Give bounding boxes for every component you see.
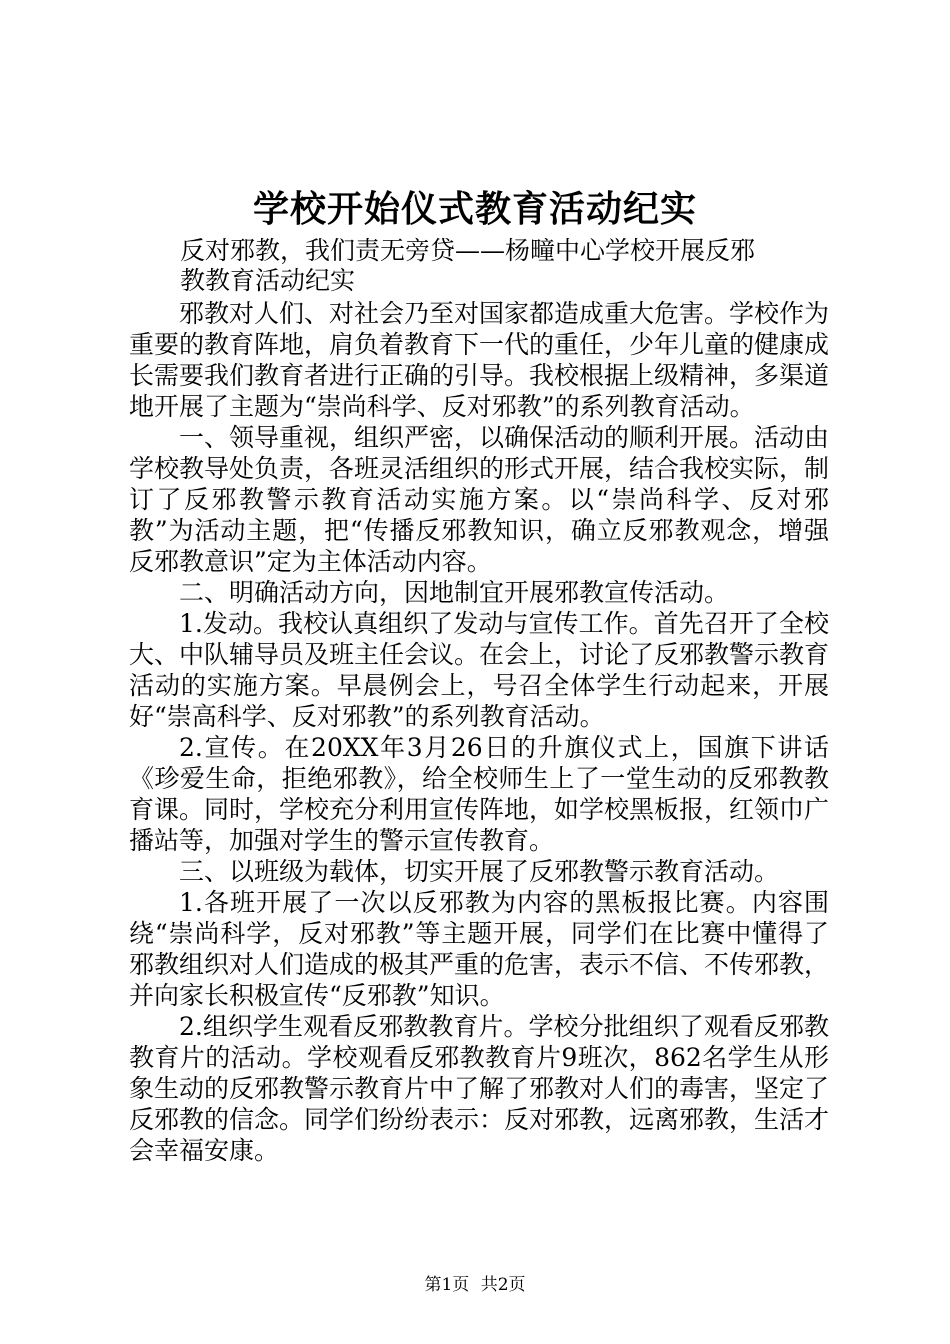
paragraph: 1.发动。我校认真组织了发动与宣传工作。首先召开了全校大、中队辅导员及班主任会议。在会上，讨论了反邪教警示教育活动的实施方案。早晨例会上，号召全体学生行动起来，开展好“崇高科学、反对邪教”的系列教育活动。 xyxy=(129,609,830,731)
paragraph: 邪教对人们、对社会乃至对国家都造成重大危害。学校作为重要的教育阵地，肩负着教育下一代的重任，少年儿童的健康成长需要我们教育者进行正确的引导。我校根据上级精神，多渠道地开展了主题为“崇尚科学、反对邪教”的系列教育活动。 xyxy=(129,299,830,421)
document-title: 学校开始仪式教育活动纪实 xyxy=(252,188,697,230)
subtitle-line: 教教育活动纪实 xyxy=(180,266,356,295)
paragraph: 一、领导重视，组织严密，以确保活动的顺利开展。活动由学校教导处负责，各班灵活组织的形式开展，结合我校实际，制订了反邪教警示教育活动实施方案。以“崇尚科学、反对邪教”为活动主题，把“传播反邪教知识，确立反邪教观念，增强反邪教意识”定为主体活动内容。 xyxy=(129,423,830,576)
page-total: 共2页 xyxy=(480,1275,526,1295)
subtitle-line: 反对邪教，我们责无旁贷——杨疃中心学校开展反邪 xyxy=(180,236,756,265)
paragraph: 2.组织学生观看反邪教教育片。学校分批组织了观看反邪教教育片的活动。学校观看反邪教教育片9班次，862名学生从形象生动的反邪教警示教育片中了解了邪教对人们的毒害，坚定了反邪教的信念。同学们纷纷表示：反对邪教，远离邪教，生活才会幸福安康。 xyxy=(129,1012,830,1165)
paragraph: 二、明确活动方向，因地制宜开展邪教宣传活动。 xyxy=(179,578,730,607)
paragraph: 1.各班开展了一次以反邪教为内容的黑板报比赛。内容围绕“崇尚科学，反对邪教”等主题开展，同学们在比赛中懂得了邪教组织对人们造成的极其严重的危害，表示不信、不传邪教，并向家长积极宣传“反邪教”知识。 xyxy=(129,888,830,1010)
document-subtitle xyxy=(180,236,800,296)
paragraph: 三、以班级为载体，切实开展了反邪教警示教育活动。 xyxy=(179,857,780,886)
page-number: 第1页 xyxy=(424,1275,470,1295)
page-footer xyxy=(0,1274,950,1296)
document-body xyxy=(129,298,829,1166)
paragraph: 2.宣传。在20XX年3月26日的升旗仪式上，国旗下讲话《珍爱生命，拒绝邪教》，给全校师生上了一堂生动的反邪教教育课。同时，学校充分利用宣传阵地，如学校黑板报，红领巾广播站等，加强对学生的警示宣传教育。 xyxy=(129,733,830,855)
